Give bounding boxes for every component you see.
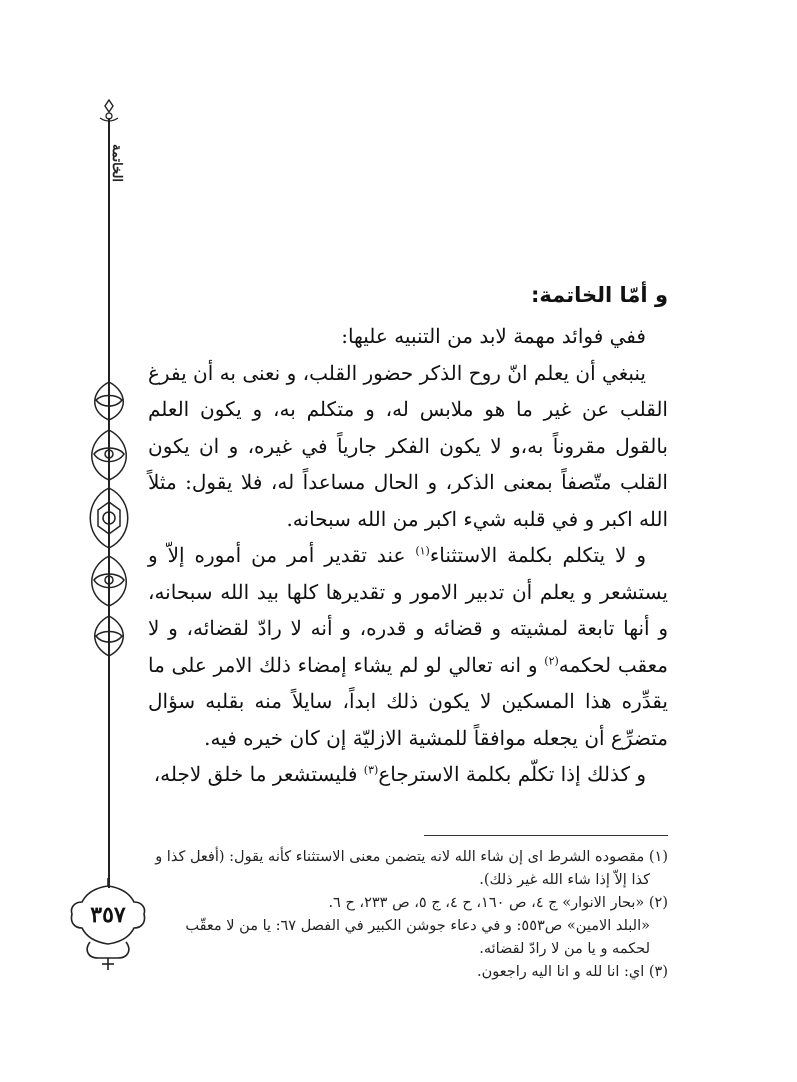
footnote-3-line: (٣) اي: انا لله و انا اليه راجعون.: [477, 964, 668, 980]
paragraph-text: و انه تعالي لو لم يشاء إمضاء ذلك الامر على ما يقدِّره هذا المسكين لا يكون ذلك ابداً، سايلاً منه بقلبه سؤال متضرِّع أن يجعله موافقاً للمشية الازليّة إن كان خيره فيه.: [148, 652, 668, 750]
footnote-1-line: (١) مقصوده الشرط اى إن شاء الله لانه يتضمن معنى الاستثناء كأنه يقول: (أفعل كذا و: [155, 849, 668, 865]
top-finial-ornament: [96, 98, 122, 132]
footnote-2-line: (٢) «بحار الانوار» ج ٤، ص ١٦٠، ح ٤، ج ٥، ص ٢٣٣، ح ٦.: [328, 895, 668, 911]
paragraph-text: و لا يتكلم بكلمة الاستثناء: [429, 543, 646, 567]
footnote-ref-3[interactable]: (٣): [363, 763, 379, 777]
footnotes: [148, 846, 668, 984]
paragraph-presence-of-heart: ينبغي أن يعلم انّ روح الذكر حضور القلب، و نعنى به أن يفرغ القلب عن غير ما هو ملابس له، و متكلم به، و يكون العلم بالقول مقروناً به،و لا يكون الفكر جارياً في غيره، و ان يكون القلب متّصفاً بمعنى الذكر، و الحال مساعداً له، فلا يقول: مثلاً الله اكبر و في قلبه شيء اكبر من الله سبحانه.: [148, 360, 668, 531]
paragraph-intro: ففي فوائد مهمة لابد من التنبيه عليها:: [341, 324, 646, 348]
paragraph-text: فليستشعر ما خلق لاجله،: [153, 762, 364, 786]
footnote-ref-2[interactable]: (٢): [544, 653, 559, 667]
footnote-1-line: كذا إلاّ إذا شاء الله غير ذلك).: [479, 872, 650, 888]
arabesque-ornament: [82, 368, 136, 698]
footnote-separator: [424, 835, 668, 836]
paragraph-istirja: [148, 756, 668, 793]
page-number: ٣٥٧: [90, 902, 126, 928]
running-head: الخاتمة: [109, 143, 124, 183]
paragraph-text: و كذلك إذا تكلّم بكلمة الاسترجاع: [378, 762, 646, 786]
footnote-2-line: لحكمه و يا من لا رادّ لقضائه.: [479, 941, 650, 957]
paragraph-text: عند تقدير أمر من أموره إلاّ و يستشعر و يعلم أن تدبير الامور و تقديرها كلها بيد الله سبحانه، و أنها تابعة لمشيته و قضائه و قدره، و أنه لا رادّ لقضائه، و لا معقب لحكمه: [148, 543, 668, 677]
section-title: و أمّا الخاتمة:: [531, 283, 668, 307]
footnote-ref-1[interactable]: (١): [415, 544, 430, 558]
footnote-2-line: «البلد الامين» ص٥٥٣: و في دعاء جوشن الكبير في الفصل ٦٧: يا من لا معقّب: [185, 918, 650, 934]
paragraph-istithna: [148, 537, 668, 756]
main-text: [148, 278, 668, 793]
